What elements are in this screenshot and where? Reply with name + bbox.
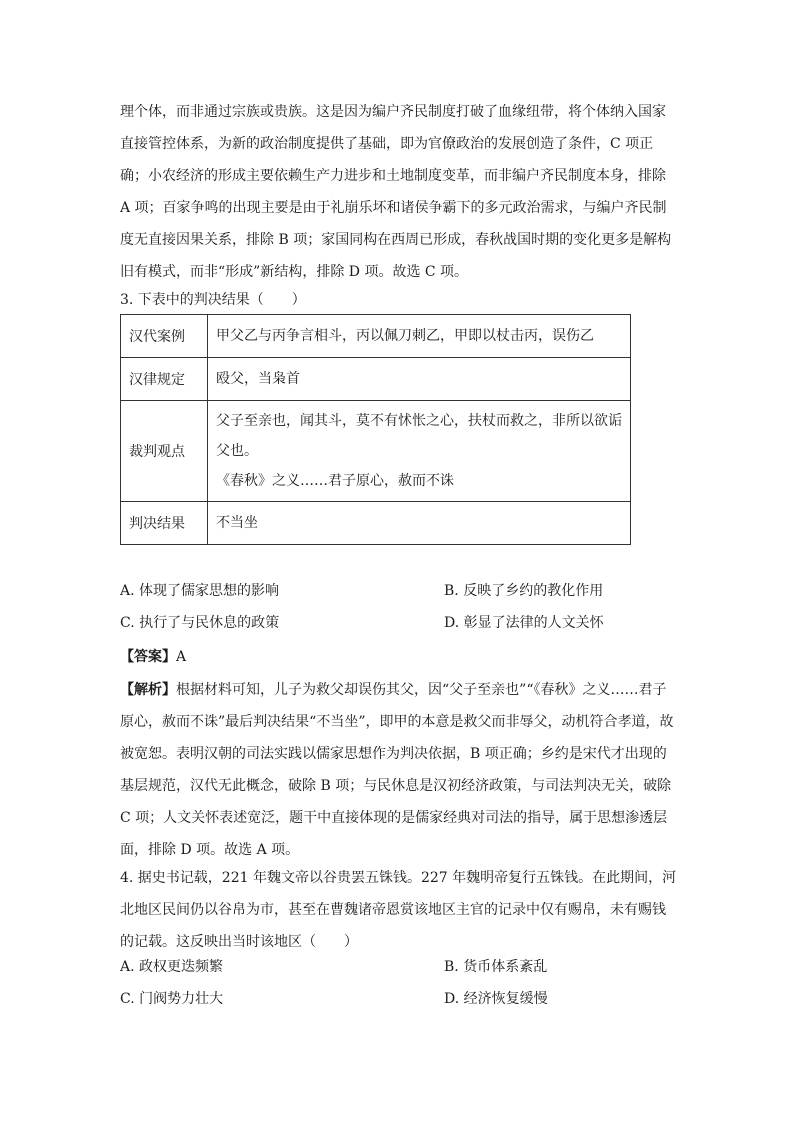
text-line: 度无直接因果关系，排除 B 项；家国同构在西周已形成，春秋战国时期的变化更多是解构 <box>120 232 672 248</box>
text-line: 的记载。这反映出当时该地区（ ） <box>120 934 358 950</box>
text-line: 4. 据史书记载，221 年魏文帝以谷贵罢五铢钱。227 年魏明帝复行五铢钱。在此期间，河 <box>120 870 677 886</box>
text-line: 原心，赦而不诛”最后判决结果“不当坐”，即甲的本意是救父而非辱父，动机符合孝道，故 <box>120 714 674 730</box>
table-value-cell <box>208 401 631 502</box>
text-line: 直接管控体系，为新的政治制度提供了基础，即为官僚政治的发展创造了条件，C 项正 <box>120 136 654 152</box>
text-line: 被宽恕。表明汉朝的司法实践以儒家思想作为判决依据，B 项正确；乡约是宋代才出现的 <box>120 746 667 762</box>
option-c: C. 门阀势力壮大 <box>120 991 224 1007</box>
option-d: D. 彰显了法律的人文关怀 <box>444 615 604 631</box>
intro-paragraph <box>120 96 672 288</box>
answer-value: A <box>176 649 187 665</box>
table-row <box>121 315 631 358</box>
table-value-cell <box>208 315 631 358</box>
text-line: 理个体，而非通过宗族或贵族。这是因为编户齐民制度打破了血缘纽带，将个体纳入国家 <box>120 104 666 120</box>
cell-text-line: 父子至亲也，闻其斗，莫不有怵怅之心，扶杖而救之，非所以欲诟 <box>216 413 622 429</box>
option-b: B. 反映了乡约的教化作用 <box>444 583 604 599</box>
table-key-cell: 汉律规定 <box>121 358 208 401</box>
text-line: C 项；人文关怀表述宽泛，题干中直接体现的是儒家经典对司法的指导，属于思想渗透层 <box>120 810 668 826</box>
answer-label: 【答案】 <box>120 649 176 665</box>
cell-text-line: 殴父，当枭首 <box>216 371 300 387</box>
option-b: B. 货币体系紊乱 <box>444 959 548 975</box>
text-line: 北地区民间仍以谷帛为市，甚至在曹魏诸帝恩赏该地区主官的记录中仅有赐帛，未有赐钱 <box>120 902 666 918</box>
question-4-stem <box>120 862 677 958</box>
cell-text-line: 不当坐 <box>216 515 258 531</box>
option-a: A. 体现了儒家思想的影响 <box>120 583 280 599</box>
text-line <box>120 674 668 706</box>
answer-line <box>120 643 186 671</box>
option-a: A. 政权更迭频繁 <box>120 959 224 975</box>
table-key-cell: 裁判观点 <box>121 401 208 502</box>
text-line: 确；小农经济的形成主要依赖生产力进步和土地制度变革，而非编户齐民制度本身，排除 <box>120 168 666 184</box>
text-line: 面，排除 D 项。故选 A 项。 <box>120 842 300 858</box>
case-table <box>120 314 631 545</box>
text-line: A 项；百家争鸣的出现主要是由于礼崩乐坏和诸侯争霸下的多元政治需求，与编户齐民制 <box>120 200 667 216</box>
analysis-paragraph <box>120 674 674 866</box>
table-value-cell <box>208 358 631 401</box>
table-key-cell: 判决结果 <box>121 502 208 545</box>
cell-text-line: 《春秋》之义……君子原心，赦而不诛 <box>216 473 454 489</box>
cell-text-line: 甲父乙与丙争言相斗，丙以佩刀刺乙，甲即以杖击丙，误伤乙 <box>216 328 594 344</box>
cell-text-line: 父也。 <box>216 443 258 459</box>
analysis-text: 根据材料可知，儿子为救父却误伤其父，因“父子至亲也”“《春秋》之义……君子 <box>176 682 667 698</box>
analysis-label: 【解析】 <box>120 682 176 698</box>
question-3-stem: 3. 下表中的判决结果（ ） <box>120 292 306 308</box>
text-line: 旧有模式，而非“形成”新结构，排除 D 项。故选 C 项。 <box>120 264 469 280</box>
text-line: 基层规范，汉代无此概念，破除 B 项；与民休息是汉初经济政策，与司法判决无关，破除 <box>120 778 672 794</box>
table-value-cell <box>208 502 631 545</box>
table-row <box>121 358 631 401</box>
table-row <box>121 401 631 502</box>
option-d: D. 经济恢复缓慢 <box>444 991 548 1007</box>
table-key-cell: 汉代案例 <box>121 315 208 358</box>
option-c: C. 执行了与民休息的政策 <box>120 615 280 631</box>
table-row <box>121 502 631 545</box>
